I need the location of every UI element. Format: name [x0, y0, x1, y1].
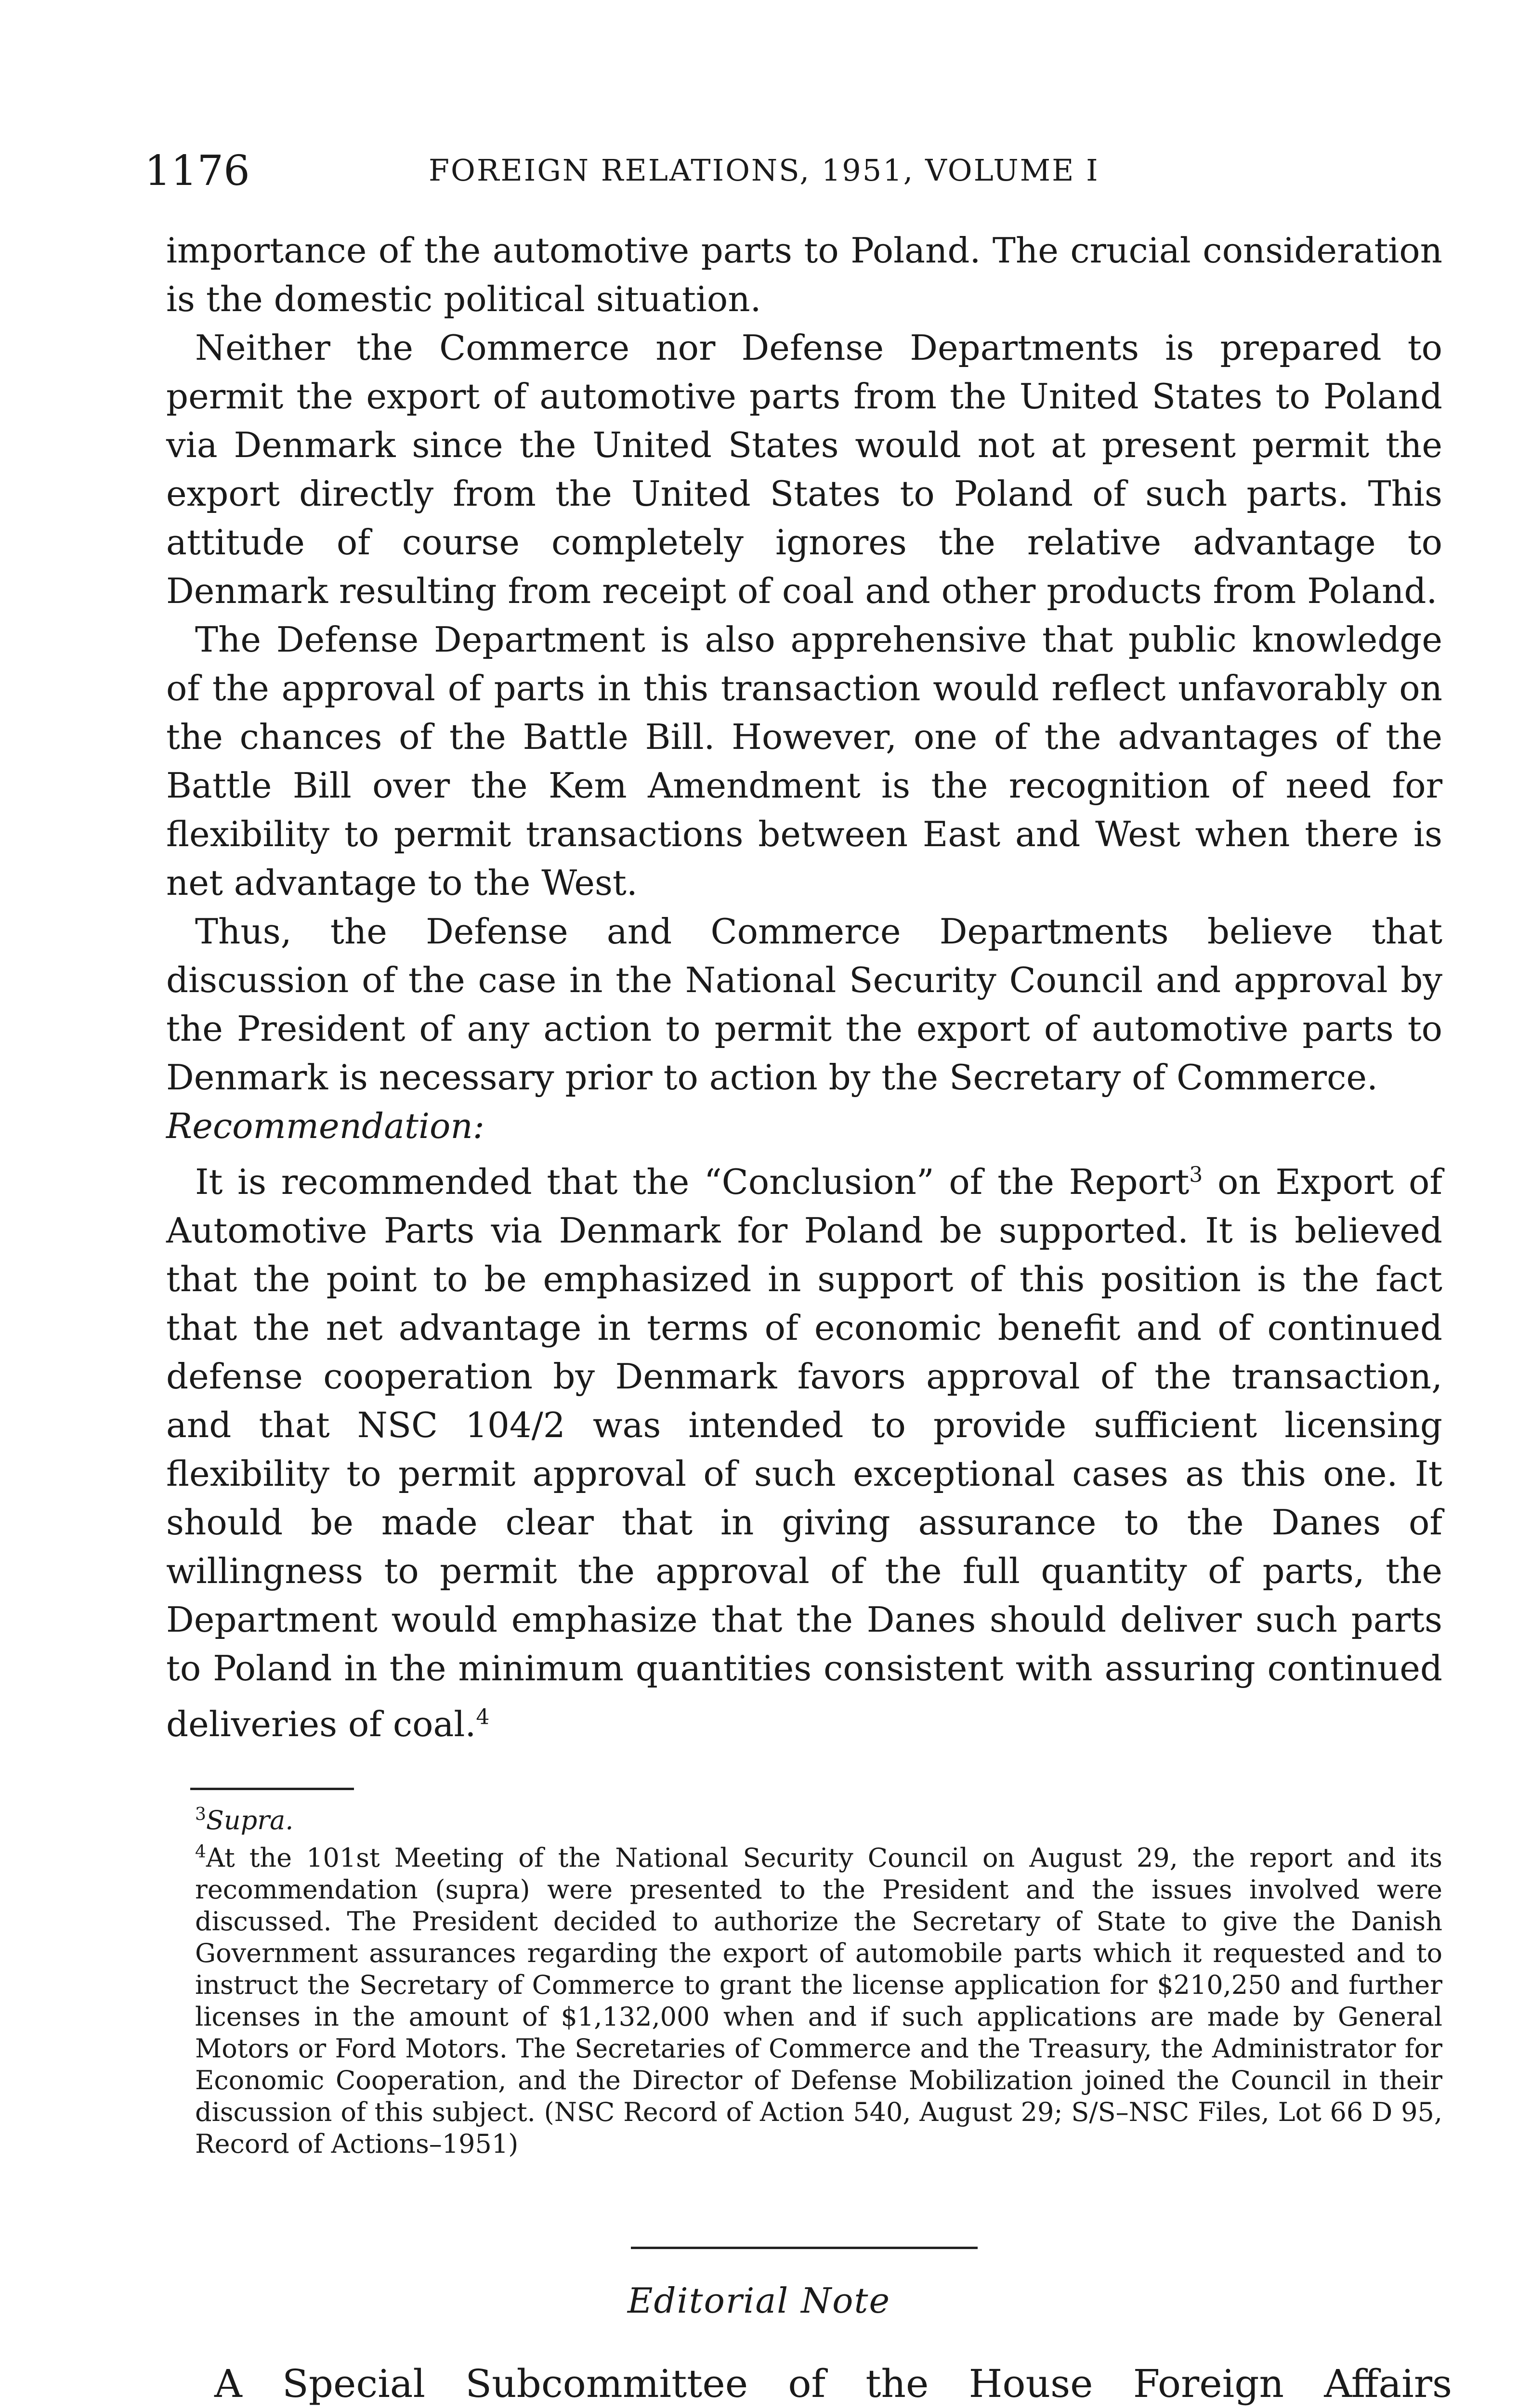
footnote-4-mark: 4 [195, 1842, 206, 1862]
page-number: 1176 [144, 147, 250, 195]
section-divider [631, 2247, 978, 2249]
footnote-ref-4: 4 [476, 1705, 490, 1729]
editorial-note-title: Editorial Note [627, 2280, 891, 2321]
footnote-ref-3: 3 [1189, 1163, 1203, 1187]
recommendation-heading: Recommendation: [166, 1106, 484, 1146]
footnote-divider [190, 1788, 354, 1790]
recommendation-text-b: on Export of Automotive Parts via Denmark for Poland be supported. It is believed that the point to be emphasized in support of this position is the fact that the net advantage in terms of economic benefit and of continued defense cooperation by Denmark favors approval of the transaction, and that NSC 104/2 was intended to provide sufficient licensing flexibility to permit approval of such exceptional cases as this one. It should be made clear that in giving assurance to the Danes of willingness to permit the approval of the full quantity of parts, the Department would emphasize that the Danes should deliver such parts to Poland in the minimum quantities consistent with assuring continued deliveries of coal. [166, 1162, 1442, 1744]
footnote-3 [166, 1799, 1442, 1836]
editorial-note-body [185, 2357, 1452, 2408]
paragraph-recommendation [166, 1151, 1442, 1749]
page-header [144, 147, 1445, 205]
recommendation-text-a: It is recommended that the “Conclusion” of the Report [195, 1162, 1190, 1202]
footnote-4-text: At the 101st Meeting of the National Security Council on August 29, the report and its recommendation (supra) were presented to the President and the issues involved were discussed. The President decided to authorize the Secretary of State to give the Danish Government assurances regarding the export of automobile parts which it requested and to instruct the Secretary of Commerce to grant the license application for $210,250 and further licenses in the amount of $1,132,000 when and if such applications are made by General Motors or Ford Motors. The Secretaries of Commerce and the Treasury, the Administrator for Economic Cooperation, and the Director of Defense Mobilization joined the Council in their discussion of this subject. (NSC Record of Action 540, August 29; S/S–NSC Files, Lot 66 D 95, Record of Actions–1951) [195, 1843, 1442, 2159]
body-text [166, 226, 1442, 1749]
paragraph-continued: importance of the automotive parts to Poland. The crucial consideration is the domestic political situation. [166, 230, 1442, 319]
running-head: FOREIGN RELATIONS, 1951, VOLUME I [429, 153, 1099, 188]
editorial-note-text: A Special Subcommittee of the House Foreign Affairs [214, 2361, 1452, 2406]
paragraph-thus: Thus, the Defense and Commerce Departments believe that discussion of the case in the National Security Council and approval by the President of any action to permit the export of automotive parts to Denmark is necessary prior to action by the Secretary of Commerce. [166, 911, 1442, 1098]
paragraph-departments: Neither the Commerce nor Defense Departments is prepared to permit the export of automotive parts from the United States to Poland via Denmark since the United States would not at present permit the export directly from the United States to Poland of such parts. This attitude of course completely ignores the relative advantage to Denmark resulting from receipt of coal and other products from Poland. [166, 327, 1442, 611]
footnote-4 [166, 1836, 1442, 2160]
footnotes [166, 1799, 1442, 2160]
paragraph-defense: The Defense Department is also apprehensive that public knowledge of the approval of parts in this transaction would reflect unfavorably on the chances of the Battle Bill. However, one of the advantages of the Battle Bill over the Kem Amendment is the recognition of need for flexibility to permit transactions between East and West when there is net advantage to the West. [166, 619, 1442, 903]
footnote-3-mark: 3 [195, 1805, 206, 1824]
footnote-3-text: Supra. [206, 1805, 294, 1835]
